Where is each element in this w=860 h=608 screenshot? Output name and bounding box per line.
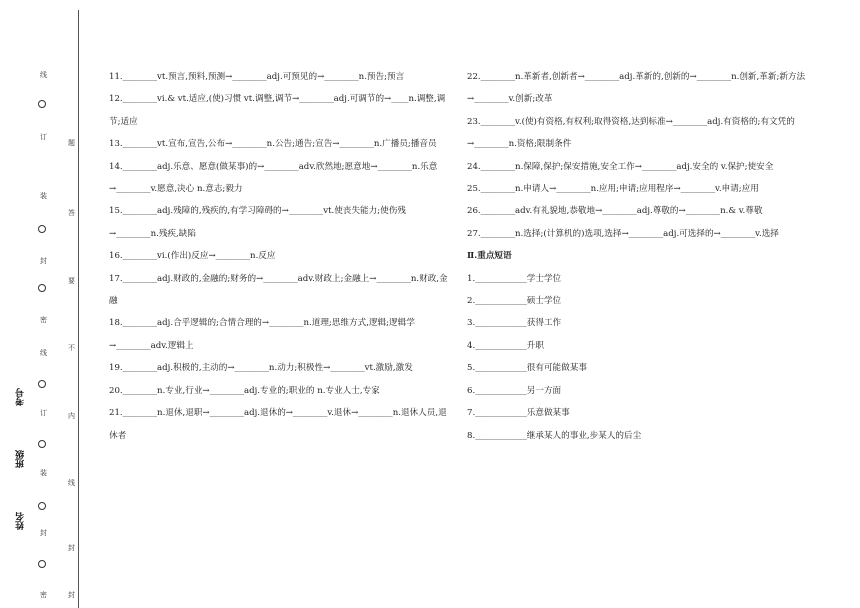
binding-char: 装 bbox=[40, 469, 47, 477]
binding-margin bbox=[0, 0, 80, 608]
vocab-item: 17.________adj.财政的,金融的;财务的→________adv.财政上;金融上→________n.财政,金融 bbox=[109, 273, 448, 307]
vocab-item: 23.________v.(使)有资格,有权利;取得资格,达到标准→________adj.有资格的;有文凭的→________n.资格;限制条件 bbox=[467, 116, 795, 150]
vocab-item: 14.________adj.乐意、愿意(做某事)的→________adv.欣然地;愿意地→________n.乐意→________v.愿意,决心 n.意志;毅力 bbox=[109, 161, 438, 195]
class-label: 班级 bbox=[16, 450, 26, 468]
binding-circle bbox=[38, 380, 46, 388]
vocab-item: 19.________adj.积极的,主动的→________n.动力;积极性→________vt.激励,激发 bbox=[109, 363, 413, 374]
right-column bbox=[467, 66, 808, 447]
phrase-item: 4.____________升职 bbox=[467, 340, 544, 351]
binding-char: 密 bbox=[40, 591, 47, 599]
vocab-item: 12.________vi.& vt.适应,(使)习惯 vt.调整,调节→________adj.可调节的→____n.调整,调节;适应 bbox=[109, 94, 446, 127]
phrase-item: 7.____________乐意做某事 bbox=[467, 408, 570, 419]
vocab-item: 20.________n.专业,行业→________adj.专业的;职业的 n.专业人士,专家 bbox=[109, 385, 380, 396]
binding-char: 答 bbox=[68, 209, 75, 217]
binding-char: 线 bbox=[68, 479, 75, 487]
binding-char: 密 bbox=[40, 316, 47, 324]
binding-circle bbox=[38, 560, 46, 568]
binding-char: 封 bbox=[40, 257, 47, 265]
binding-line bbox=[78, 10, 79, 608]
vocab-item: 15.________adj.残障的,残疾的,有学习障碍的→________vt.使丧失能力;使伤残→________n.残疾,缺陷 bbox=[109, 206, 406, 239]
binding-char: 封 bbox=[68, 544, 75, 552]
vocab-item: 11.________vt.预言,预料,预测→________adj.可预见的→________n.预告;预言 bbox=[109, 72, 405, 82]
binding-char: 线 bbox=[40, 349, 47, 357]
binding-char: 订 bbox=[40, 133, 47, 141]
phrase-item: 1.____________学士学位 bbox=[467, 273, 562, 284]
vocab-item: 22.________n.革新者,创新者→________adj.革新的,创新的→________n.创新,革新;新方法→________v.创新;改革 bbox=[467, 72, 806, 105]
binding-char: 线 bbox=[40, 71, 47, 79]
vocab-item: 25.________n.申请人→________n.应用;申请;应用程序→________v.申请;应用 bbox=[467, 184, 759, 195]
vocab-item: 13.________vt.宣布,宣告,公布→________n.公告;通告;宣告→________n.广播员;播音员 bbox=[109, 139, 437, 150]
binding-char: 封 bbox=[40, 529, 47, 537]
vocab-item: 24.________n.保障,保护;保安措施,安全工作→________adj.安全的 v.保护;使安全 bbox=[467, 161, 774, 172]
phrase-item: 8.____________继承某人的事业,步某人的后尘 bbox=[467, 430, 642, 441]
binding-char: 内 bbox=[68, 412, 75, 420]
binding-char: 不 bbox=[68, 344, 75, 352]
vocab-item: 18.________adj.合乎逻辑的;合情合理的→________n.道理;思维方式,逻辑;逻辑学→________adv.逻辑上 bbox=[109, 318, 415, 351]
exam-number-label: 考号 bbox=[16, 388, 26, 406]
vocab-item: 16.________vi.(作出)反应→________n.反应 bbox=[109, 251, 276, 262]
left-column bbox=[109, 66, 450, 447]
binding-circle bbox=[38, 225, 46, 233]
binding-circle bbox=[38, 440, 46, 448]
binding-char: 要 bbox=[68, 277, 75, 285]
name-label: 姓名 bbox=[16, 512, 26, 530]
binding-circle bbox=[38, 100, 46, 108]
phrase-item: 5.____________很有可能做某事 bbox=[467, 363, 587, 374]
binding-circle bbox=[38, 502, 46, 510]
phrase-item: 6.____________另一方面 bbox=[467, 385, 562, 396]
binding-char: 封 bbox=[68, 591, 75, 599]
phrase-item: 2.____________硕士学位 bbox=[467, 296, 562, 307]
vocab-item: 27.________n.选择;(计算机的)选项,选择→________adj.可选择的→________v.选择 bbox=[467, 228, 779, 239]
binding-char: 题 bbox=[68, 139, 75, 147]
binding-char: 订 bbox=[40, 409, 47, 417]
vocab-item: 21.________n.退休,退职→________adj.退休的→________v.退休→________n.退休人员,退休者 bbox=[109, 408, 447, 441]
phrase-item: 3.____________获得工作 bbox=[467, 318, 562, 329]
binding-char: 装 bbox=[40, 192, 47, 200]
binding-circle bbox=[38, 284, 46, 292]
section-title: Ⅱ.重点短语 bbox=[467, 251, 512, 262]
vocab-item: 26.________adv.有礼貌地,恭敬地→________adj.尊敬的→________n.& v.尊敬 bbox=[467, 206, 763, 217]
